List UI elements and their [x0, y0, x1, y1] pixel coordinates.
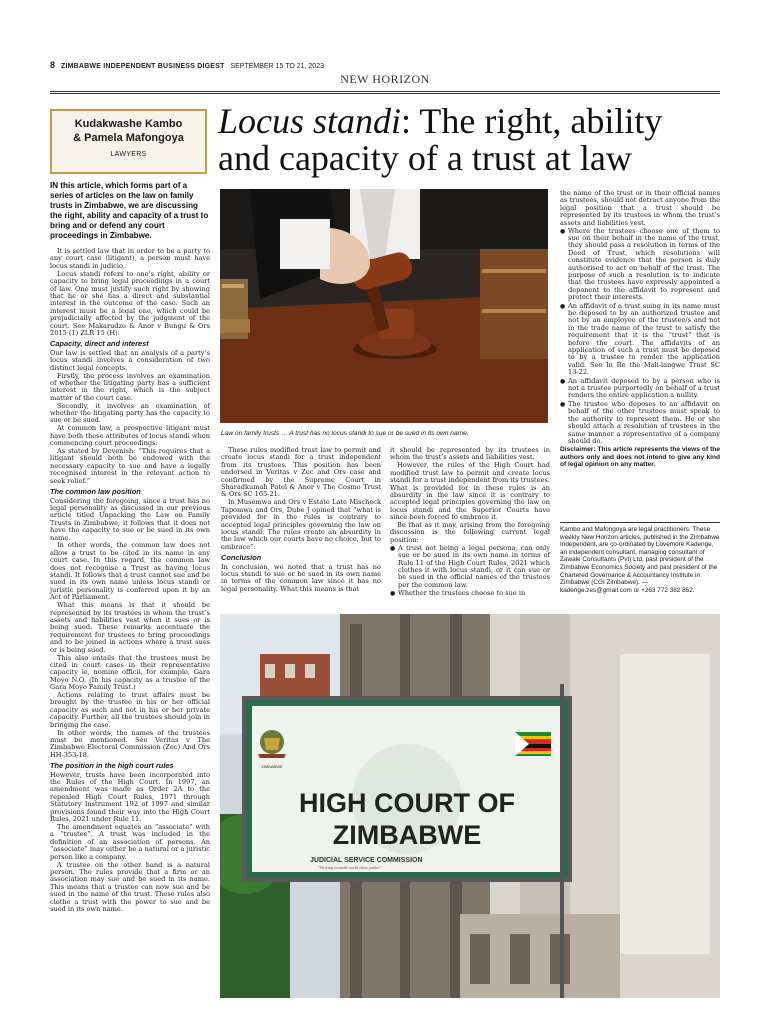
author-role: LAWYERS [110, 151, 147, 158]
article-intro: IN this article, which forms part of a series of articles on the law on family trusts in Zimbabwe, we are discussing the right, ability and capacity of a trust to bring and or defend any court proceedings in Zimbabwe. [50, 181, 209, 240]
list-item: ● An affidavit deposed to by a person who is not a trustee purportedly on behalf of a trust renders the entire application a nullity. [560, 378, 720, 400]
paragraph: Our law is settled that an analysis of a party’s locus standi involves a consideration of two distinct legal concepts. [50, 348, 210, 372]
author-name-1: Kudakwashe Kambo [74, 118, 183, 130]
paragraph: it should be represented by its trustees in whom the trust’s assets and liabilities vest. [390, 446, 550, 462]
sign-line1: HIGH COURT OF [299, 788, 515, 818]
paragraph: It is settled law that in order to be a party to any court case (litigant), a person must have locus standi in judicio. [50, 247, 210, 270]
article-headline [218, 103, 723, 177]
paragraph: As stated by Devenish: “This requires that a litigant should both be endowed with the necessary capacity to sue and have a legally recognised interest in the relevant action to seek relief.” [50, 447, 210, 485]
paragraph: Locus standi refers to one’s right, ability or capacity to bring legal proceedings in a court of law. One must justify such right by showing that he or she has a direct and substantial interest in the outcome of the case. Such an interest must be a legal one, which could be prejudicially affected by the judgment of the court. See Makarudze & Anor v Bungu & Ors 2015 (1) ZLR 15 (H). [50, 269, 210, 337]
bullet-list [560, 228, 720, 446]
list-item: ● Where the trustees choose one of them to sue on their behalf in the name of the trust, they should pass a resolution in terms of the Deed of Trust, which resolutions will constitute evidence that the person is duly authorised to act on behalf of the trust. The purpose of such a resolution is to indicate that the trustees have expressly appointed a deponent to the affidavit to represent and protect their interests. [560, 228, 720, 302]
author-name-2: & Pamela Mafongoya [73, 132, 184, 144]
paragraph: In other words, the common law does not allow a trust to be cited in its name in any court case. In this regard, the common law does not recognise a Trust as having locus standi. It follows that a trust cannot sue and be sued in its own name unless locus standi or juristic personality is conferred upon it by an Act of Parliament. [50, 541, 210, 602]
header-divider [50, 91, 720, 92]
list-item: ● Whether the trustees choose to sue in [390, 590, 550, 597]
headline-rest: : The right, ability [401, 101, 663, 141]
sign-commission: JUDICIAL SERVICE COMMISSION [310, 857, 423, 864]
paragraph: The amendment equates an “associate” with a “trustee”. A trust was included in the definition of an association of persons. An “associate” may either be a natural or a juristic person like a company. [50, 822, 210, 861]
author-bio: Kambo and Mafongoya are legal practitioners. These weekly New Horizon articles, published in the Zimbabwe Independent, are co-ordinated by Lovemore Kadenge, an independent consultant, managing consultant of Zawale Consultants (Pvt) Ltd, past president of the Zimbabwe Economics Society and past president of the Chartered Governance & Accountancy Institute in Zimbabwe (CGI Zimbabwe). — kadenge.zes@gmail.com or +263 772 382 852. [560, 522, 720, 594]
list-item: ● The trustee who deposes to an affidavit on behalf of the other trustees must speak to the authority to represent them. He or she should attach a resolution of trustees in the same manner a representative of a company should do. [560, 401, 720, 445]
paragraph: A trustee on the other hand is a natural person. The rules provide that a firm or an association may sue and be sued in its name. This means that a trustee can now sue and be sued in the name of the trust. These rules also clothe a trust with the power to sue and be sued in its own name. [50, 860, 210, 913]
paragraph: Secondly, it involves an examination of whether the litigating party has the capacity to sue or be sued. [50, 401, 210, 425]
header-divider-2 [50, 93, 720, 94]
page-number: 8 [50, 60, 56, 70]
column-3 [390, 447, 550, 599]
paragraph: At common law, a prospective litigant must have both these attributes of locus standi when commencing court proceedings. [50, 424, 210, 448]
paragraph: Be that as it may, arising from the foregoing discussion is the following current legal position: [390, 521, 550, 544]
gavel-photo [220, 189, 548, 423]
high-court-photo [220, 614, 720, 998]
paragraph: In Musemwa and Ors v Estate Late Mischeck Tapomwa and Ors, Dube J opined that “what is provided for in the rules is contrary to accepted legal principles governing the law on locus standi. The rules create an absurdity in the law which our courts have no choice, but to embrace”. [221, 498, 381, 551]
emblem-label: ZIMBABWE [261, 764, 283, 769]
disclaimer: Disclaimer: This article represents the views of the authors only and does not intend to give any kind of legal opinion on any matter. [560, 446, 720, 469]
sign-line2: ZIMBABWE [332, 820, 482, 850]
paragraph: What this means is that it should be represented by its trustees in whom the trust’s assets and liabilities vest when it sues or is being sued. These remarks accentuate the requirement for trustees to bring proceedings and to be joined in actions where a trust sues or is being sued. [50, 601, 210, 654]
paragraph: the name of the trust or in their official names as trustees, should not detract anyone from the legal position that a trust should be represented by its trustees in whom the trust’s assets and liabilities vest. [560, 189, 720, 227]
subheading: Capacity, direct and interest [50, 339, 149, 349]
paragraph: However, the rules of the High Court had modified trust law to permit and create locus standi for a trust independent from its trustees. What is provided for in these rules is an absurdity in the law since it is contrary to accepted legal principles governing the law on locus standi and the Superior Courts have since been forced to embrace it. [390, 461, 550, 522]
paragraph: Actions relating to trust affairs must be brought by the trustee in his or her official capacity as such and not in his or her private capacity. Further, all the trustees should join in bringing the case. [50, 691, 210, 729]
paragraph: These rules modified trust law to permit and create locus standi for a trust independent from its trustees. This position has been endorsed in Veritas v Zec and Ors case and confirmed by the Supreme Court in Sharadkumah Patel & Anor v The Cosmo Trust & Ors SC 165-21. [221, 446, 381, 499]
column-1 [50, 248, 210, 914]
publication-name: ZIMBABWE INDEPENDENT BUSINESS DIGEST [60, 63, 225, 70]
paragraph: Considering the foregoing, since a trust has no legal personality as discussed in our previous article titled Unpacking the Law on Family Trusts in Zimbabwe, it follows that it does not have the capacity to sue or be sued in its own name. [50, 496, 210, 542]
section-title: NEW HORIZON [340, 72, 430, 86]
paragraph: However, trusts have been incorporated into the Rules of the High Court. In 1997, an amendment was made as Order 2A to the repealed High Court Rules, 1971 through Statutory Instrument 192 of 1997 and similar provisions found their way into the High Court Rules, 2021 under Rule 11. [50, 770, 210, 824]
paragraph: Firstly, the process involves an examination of whether the litigating party has a sufficient interest in the right, which is the subject matter of the court case. [50, 371, 210, 402]
list-item: ● A trust not being a legal persona, can only sue or be sued in its own name in terms of Rule 11 of the High Court Rules, 2021 which clothes it with locus standi, or it can sue or be sued in the official names of the trustees per the common law. [390, 545, 550, 589]
subheading: The common law position [50, 487, 141, 497]
paragraph: This also entails that the trustees must be cited in court cases in their representative capacity ie, nomine officii, for example, Gara Moyo N.O. (In his capacity as a trustee of the Gara Moyo Family Trust.) [50, 653, 210, 692]
column-2 [221, 447, 381, 594]
zimbabwe-flag-icon [515, 732, 551, 756]
subheading: Conclusion [221, 553, 262, 563]
bullet-list [390, 545, 550, 598]
photo-caption: Law on family trusts … A trust has no locus standi to sue or be sued in its own name. [221, 430, 469, 437]
author-box [50, 109, 207, 174]
list-item: ● An affidavit of a trust suing in its name must be deposed to by an authorized trustee and not by an employee of the trustee/s and not in the trade name of the trust to satisfy the requirement that it is the “trust” that is before the court. The affidavits of an application of such a trust must be deposed to by a trustee to render the application valid. See In Re the Mali-langwe Trust SC 13-22. [560, 303, 720, 377]
sign-motto: "Striving towards world class justice" [318, 865, 382, 870]
column-4 [560, 190, 720, 469]
issue-date: SEPTEMBER 15 TO 21, 2023 [230, 63, 324, 70]
subheading: The position in the high court rules [50, 761, 174, 771]
paragraph: In conclusion, we noted that a trust has no locus standi to sue or be sued in its own name in terms of the common law since it has no legal personality. What this means is that [221, 562, 381, 593]
paragraph: In other words, the names of the trustees must be mentioned. See Veritas v The Zimbabwe Electoral Commission (Zec) And Ors HH-353-18. [50, 728, 210, 759]
headline-line2: and capacity of a trust at law [218, 138, 632, 178]
headline-italic: Locus standi [218, 101, 402, 141]
